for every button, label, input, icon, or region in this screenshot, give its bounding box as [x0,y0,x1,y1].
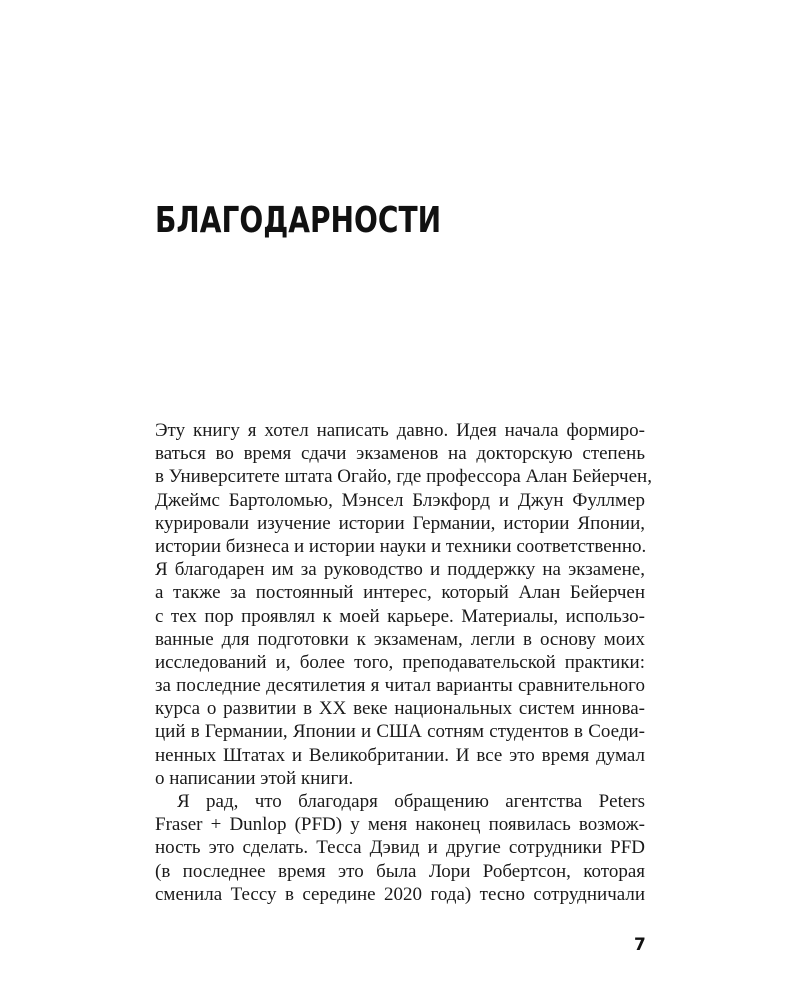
text-line: сменила Тессу в середине 2020 года) тесно сотрудничали [155,883,645,905]
text-line: Я рад, что благодаря обращению агентства Peters [177,791,645,812]
text-line: ций в Германии, Японии и США сотням студентов в Соеди- [155,721,645,743]
text-line: Джеймс Бартоломью, Мэнсел Блэкфорд и Джун Фуллмер [155,489,645,511]
text-line: Я благодарен им за руководство и поддержку на экзамене, [155,559,645,581]
text-line: ность это сделать. Тесса Дэвид и другие сотрудники PFD [155,837,645,859]
text-line: ваться во время сдачи экзаменов на докторскую степень [155,443,645,465]
text-line: за последние десятилетия я читал варианты сравнительного [155,675,645,697]
text-line: Эту книгу я хотел написать давно. Идея начала формиро- [155,420,645,441]
text-line: (в последнее время это была Лори Робертсон, которая [155,860,645,882]
text-line: истории бизнеса и истории науки и техники соответственно. [155,535,647,557]
body-text [155,419,652,906]
text-line: ванные для подготовки к экзаменам, легли в основу моих [155,628,645,650]
chapter-title: БЛАГОДАРНОСТИ [155,200,442,241]
text-line: а также за постоянный интерес, который Алан Бейерчен [155,582,645,604]
text-line: ненных Штатах и Великобритании. И все это время думал [155,744,645,766]
text-line: с тех пор проявлял к моей карьере. Материалы, использо- [155,605,645,627]
text-line: о написании этой книги. [155,767,354,789]
text-line: исследований и, более того, преподавательской практики: [155,651,645,673]
text-line: курировали изучение истории Германии, истории Японии, [155,512,645,534]
text-line: Fraser + Dunlop (PFD) у меня наконец появилась возмож- [155,814,645,836]
page-number: 7 [634,935,646,955]
paragraph-1 [155,419,652,790]
paragraph-2 [155,790,645,906]
text-line: курса о развитии в XX веке национальных систем иннова- [155,698,645,720]
text-line: в Университете штата Огайо, где профессора Алан Бейерчен, [155,466,652,488]
